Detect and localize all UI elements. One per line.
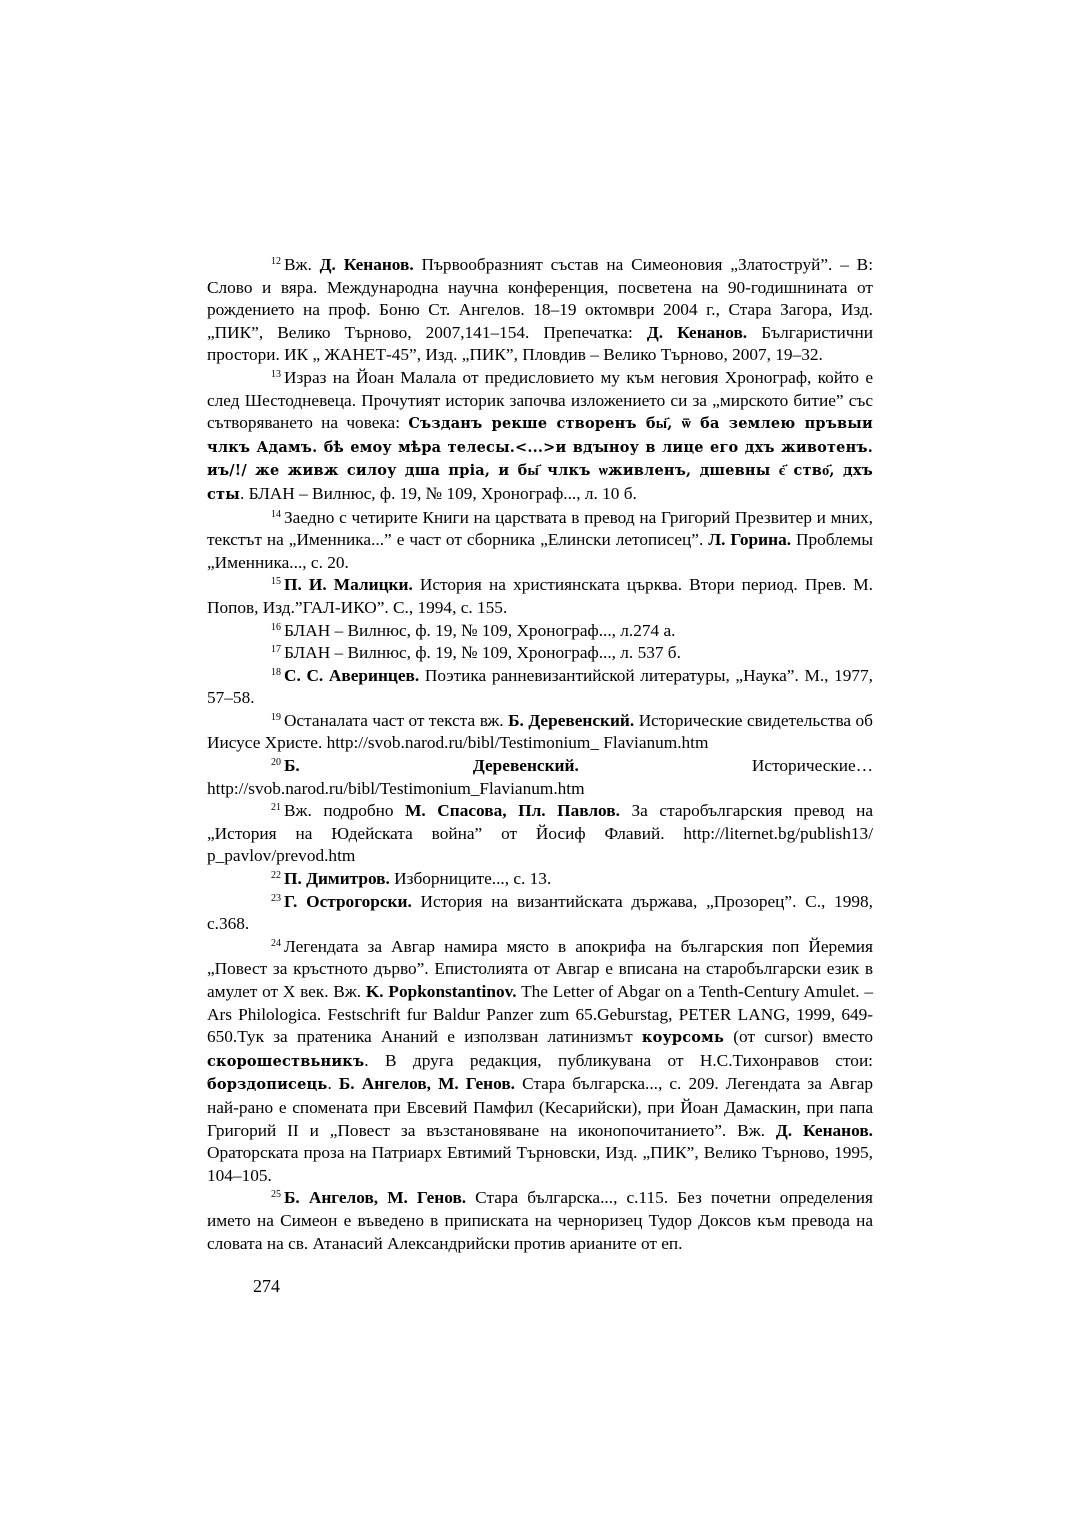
footnote bbox=[207, 891, 873, 936]
author-name: K. Popkonstantinov. bbox=[365, 982, 517, 1001]
footnote-text: Стара българска..., с. 209. Легендата за Авгар най-рано е спомената при Евсевий Памфил (Кесарийски), при Йоан Дамаскин, при папа Григорий ІІ и „Повест за възстановяване на иконопочитанието”. Вж. bbox=[207, 1074, 874, 1140]
footnote-text: . В друга редакция, публикувана от Н.С.Тихонравов стои: bbox=[364, 1050, 873, 1070]
footnote-text: Българистични простори. ИК „ ЖАНЕТ-45”, Изд. „ПИК”, Пловдив – Велико Търново, 2007, 19–32. bbox=[207, 322, 873, 365]
footnote bbox=[207, 665, 873, 710]
author-name: Б. Ангелов, М. Генов. bbox=[338, 1074, 515, 1094]
footnote-text: История на християнската църква. Втори период. Прев. М. Попов, Изд.”ГАЛ-ИКО”. С., 1994, с. 155. bbox=[207, 575, 873, 617]
footnote-text: Останалата част от текста вж. bbox=[284, 710, 509, 730]
footnote-text: За старобългарския превод на „История на Юдейската война” от Йосиф Флавий. http://liternet.bg/publish13/ p_pavlov/prevod.htm bbox=[207, 801, 873, 866]
footnote bbox=[207, 800, 873, 868]
footnote-number: 19 bbox=[271, 711, 281, 723]
footnote-number: 23 bbox=[271, 892, 281, 904]
author-name: Д. Кенанов. bbox=[775, 1120, 873, 1140]
footnote-number: 21 bbox=[271, 802, 281, 814]
footnote-text: Вж. подробно bbox=[284, 801, 406, 821]
page-number: 274 bbox=[253, 1276, 280, 1296]
footnote-text: БЛАН – Вилнюс, ф. 19, № 109, Хронограф..., л.274 а. bbox=[284, 620, 676, 640]
author-name: Б. Ангелов, М. Генов. bbox=[284, 1188, 467, 1208]
footnotes-block bbox=[207, 254, 873, 1255]
footnote-text: Проблемы „Именника..., с. 20. bbox=[207, 530, 873, 572]
footnote-text: Израз на Йоан Малала от предисловието му към неговия Хронограф, който е след Шестодневеца. Прочутият историк започва изложението си за „мирското битие” със сътворяването на човека: bbox=[207, 367, 873, 433]
footnote-text: Изборниците..., с. 13. bbox=[389, 869, 552, 889]
author-name: Л. Горина. bbox=[708, 530, 792, 550]
footnote-text: Вж. bbox=[284, 255, 320, 274]
footnote-text: Исторические… http://svob.narod.ru/bibl/Testimonium_Flavianum.htm bbox=[207, 756, 873, 798]
author-name: М. Спасова, Пл. Павлов. bbox=[405, 801, 620, 821]
footnote-text: The Letter of Abgar on a Tenth-Century Amulet. – Ars Philologica. Festschrift fur Baldur Panzer zum 65.Geburstag, PETER LANG, 1999, 649-650.Тук за пратеника Ананий е използван латинизмът bbox=[207, 982, 873, 1047]
footnote bbox=[207, 868, 873, 891]
footnote bbox=[207, 620, 873, 643]
footnote bbox=[207, 710, 873, 755]
footnote-number: 18 bbox=[271, 666, 281, 678]
footnote bbox=[207, 254, 873, 367]
footnote-number: 25 bbox=[271, 1189, 281, 1201]
church-slavonic-quote: Създанъ рекше створенъ бы҃, ѿ ба землею пръвыи члкъ Адамъ. бѣ емоу мѣра телесы.<...>и вдꙑноу в лице его дхъ животенъ. иъ/!/ же живж силоу дша пріа, и бы҃ члкъ ѡживленъ, дшевны є҃ ство҃, дхъ сты bbox=[207, 415, 874, 503]
church-slavonic-quote: скорошествьникъ bbox=[207, 1052, 365, 1070]
author-name: Д. Кенанов. bbox=[319, 255, 414, 274]
author-name: С. С. Аверинцев. bbox=[284, 665, 420, 685]
footnote bbox=[207, 507, 873, 575]
footnote-text: Легендата за Авгар намира място в апокрифа на българския поп Йеремия „Повест за кръстното дърво”. Епистолията от Авгар е вписана на старобългарски език в амулет от Х век. Вж. bbox=[207, 936, 873, 1001]
footnote-number: 14 bbox=[271, 508, 281, 520]
footnote bbox=[207, 1187, 873, 1255]
footnote-text: История на византийската държава, „Прозорец”. С., 1998, с.368. bbox=[207, 891, 873, 934]
footnote-number: 22 bbox=[271, 870, 281, 882]
footnote-text: Ораторската проза на Патриарх Евтимий Търновски, Изд. „ПИК”, Велико Търново, 1995, 104–105. bbox=[207, 1143, 873, 1185]
author-name: Д. Кенанов. bbox=[646, 322, 748, 342]
footnote-number: 16 bbox=[271, 621, 281, 633]
footnote-number: 24 bbox=[271, 937, 281, 949]
footnote-text: БЛАН – Вилнюс, ф. 19, № 109, Хронограф..., л. 537 б. bbox=[284, 643, 681, 663]
footnote-text: Заедно с четирите Книги на царствата в превод на Григорий Презвитер и мних, текстът на „Именника...” е част от сборника „Елински летописец”. bbox=[207, 507, 873, 550]
footnote-number: 15 bbox=[271, 576, 281, 588]
footnote-text: . БЛАН – Вилнюс, ф. 19, № 109, Хронограф..., л. 10 б. bbox=[239, 483, 637, 503]
footnote-number: 17 bbox=[271, 644, 281, 656]
footnote bbox=[207, 367, 873, 507]
footnote bbox=[207, 642, 873, 665]
footnote bbox=[207, 574, 873, 619]
footnote-text: Исторические свидетельства об Иисусе Христе. http://svob.narod.ru/bibl/Testimonium_ Flavianum.htm bbox=[207, 710, 873, 753]
footnote-number: 12 bbox=[271, 256, 281, 267]
footnote-text: (от cursor) вместо bbox=[724, 1027, 873, 1047]
author-name: Б. Деревенский. bbox=[508, 710, 635, 730]
author-name: Г. Острогорски. bbox=[284, 891, 412, 911]
church-slavonic-quote: коурсомь bbox=[641, 1029, 725, 1047]
footnote bbox=[207, 936, 873, 1188]
footnote-number: 13 bbox=[271, 368, 281, 380]
footnote-text: Поэтика ранневизантийской литературы, „Наука”. М., 1977, 57–58. bbox=[207, 665, 873, 708]
church-slavonic-quote: борздописець bbox=[207, 1076, 328, 1094]
footnote-number: 20 bbox=[271, 757, 281, 769]
footnote-text: . bbox=[327, 1074, 339, 1094]
footnote-text: Първообразният състав на Симеоновия „Златоструй”. – В: Слово и вяра. Международна научна конференция, посветена на 90-годишнината от рождението на проф. Боню Ст. Ангелов. 18–19 октомври 2004 г., Стара Загора, Изд. „ПИК”, Велико Търново, 2007,141–154. Препечатка: bbox=[207, 255, 874, 342]
author-name: Б. Деревенский. bbox=[284, 756, 579, 776]
footnote bbox=[207, 755, 873, 800]
author-name: П. Димитров. bbox=[284, 869, 390, 889]
author-name: П. И. Малицки. bbox=[284, 575, 413, 595]
footnote-text: Стара българска..., с.115. Без почетни определения името на Симеон е въведено в приписката на черноризец Тудор Доксов към превода на словата на св. Атанасий Александрийски против арианите от еп. bbox=[207, 1188, 873, 1253]
